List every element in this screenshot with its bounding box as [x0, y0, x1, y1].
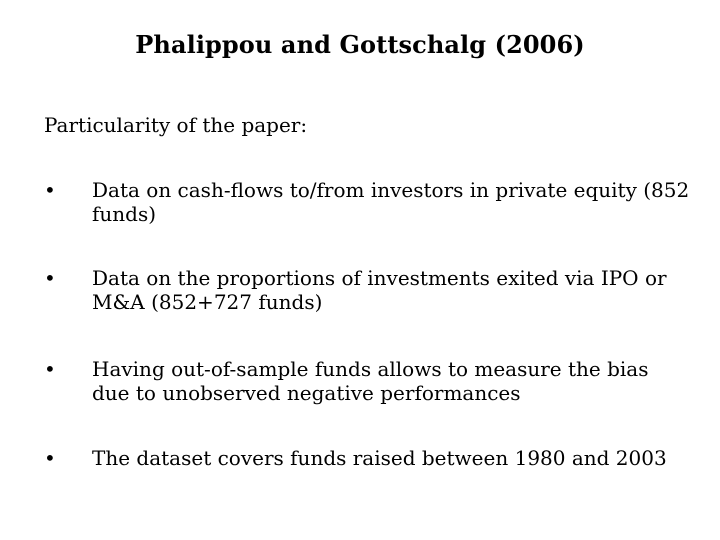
bullet-text: Having out-of-sample funds allows to measure the bias due to unobserved negative performances	[92, 357, 649, 405]
bullet-icon: •	[44, 446, 56, 470]
bullet-text: Data on the proportions of investments exited via IPO or M&A (852+727 funds)	[92, 266, 667, 314]
bullet-icon: •	[44, 266, 56, 290]
bullet-icon: •	[44, 178, 56, 202]
bullet-text: The dataset covers funds raised between 1980 and 2003	[92, 446, 667, 470]
slide-title: Phalippou and Gottschalg (2006)	[135, 30, 585, 59]
intro-text: Particularity of the paper:	[44, 113, 308, 137]
bullet-text: Data on cash-flows to/from investors in private equity (852 funds)	[92, 178, 690, 226]
bullet-icon: •	[44, 357, 56, 381]
